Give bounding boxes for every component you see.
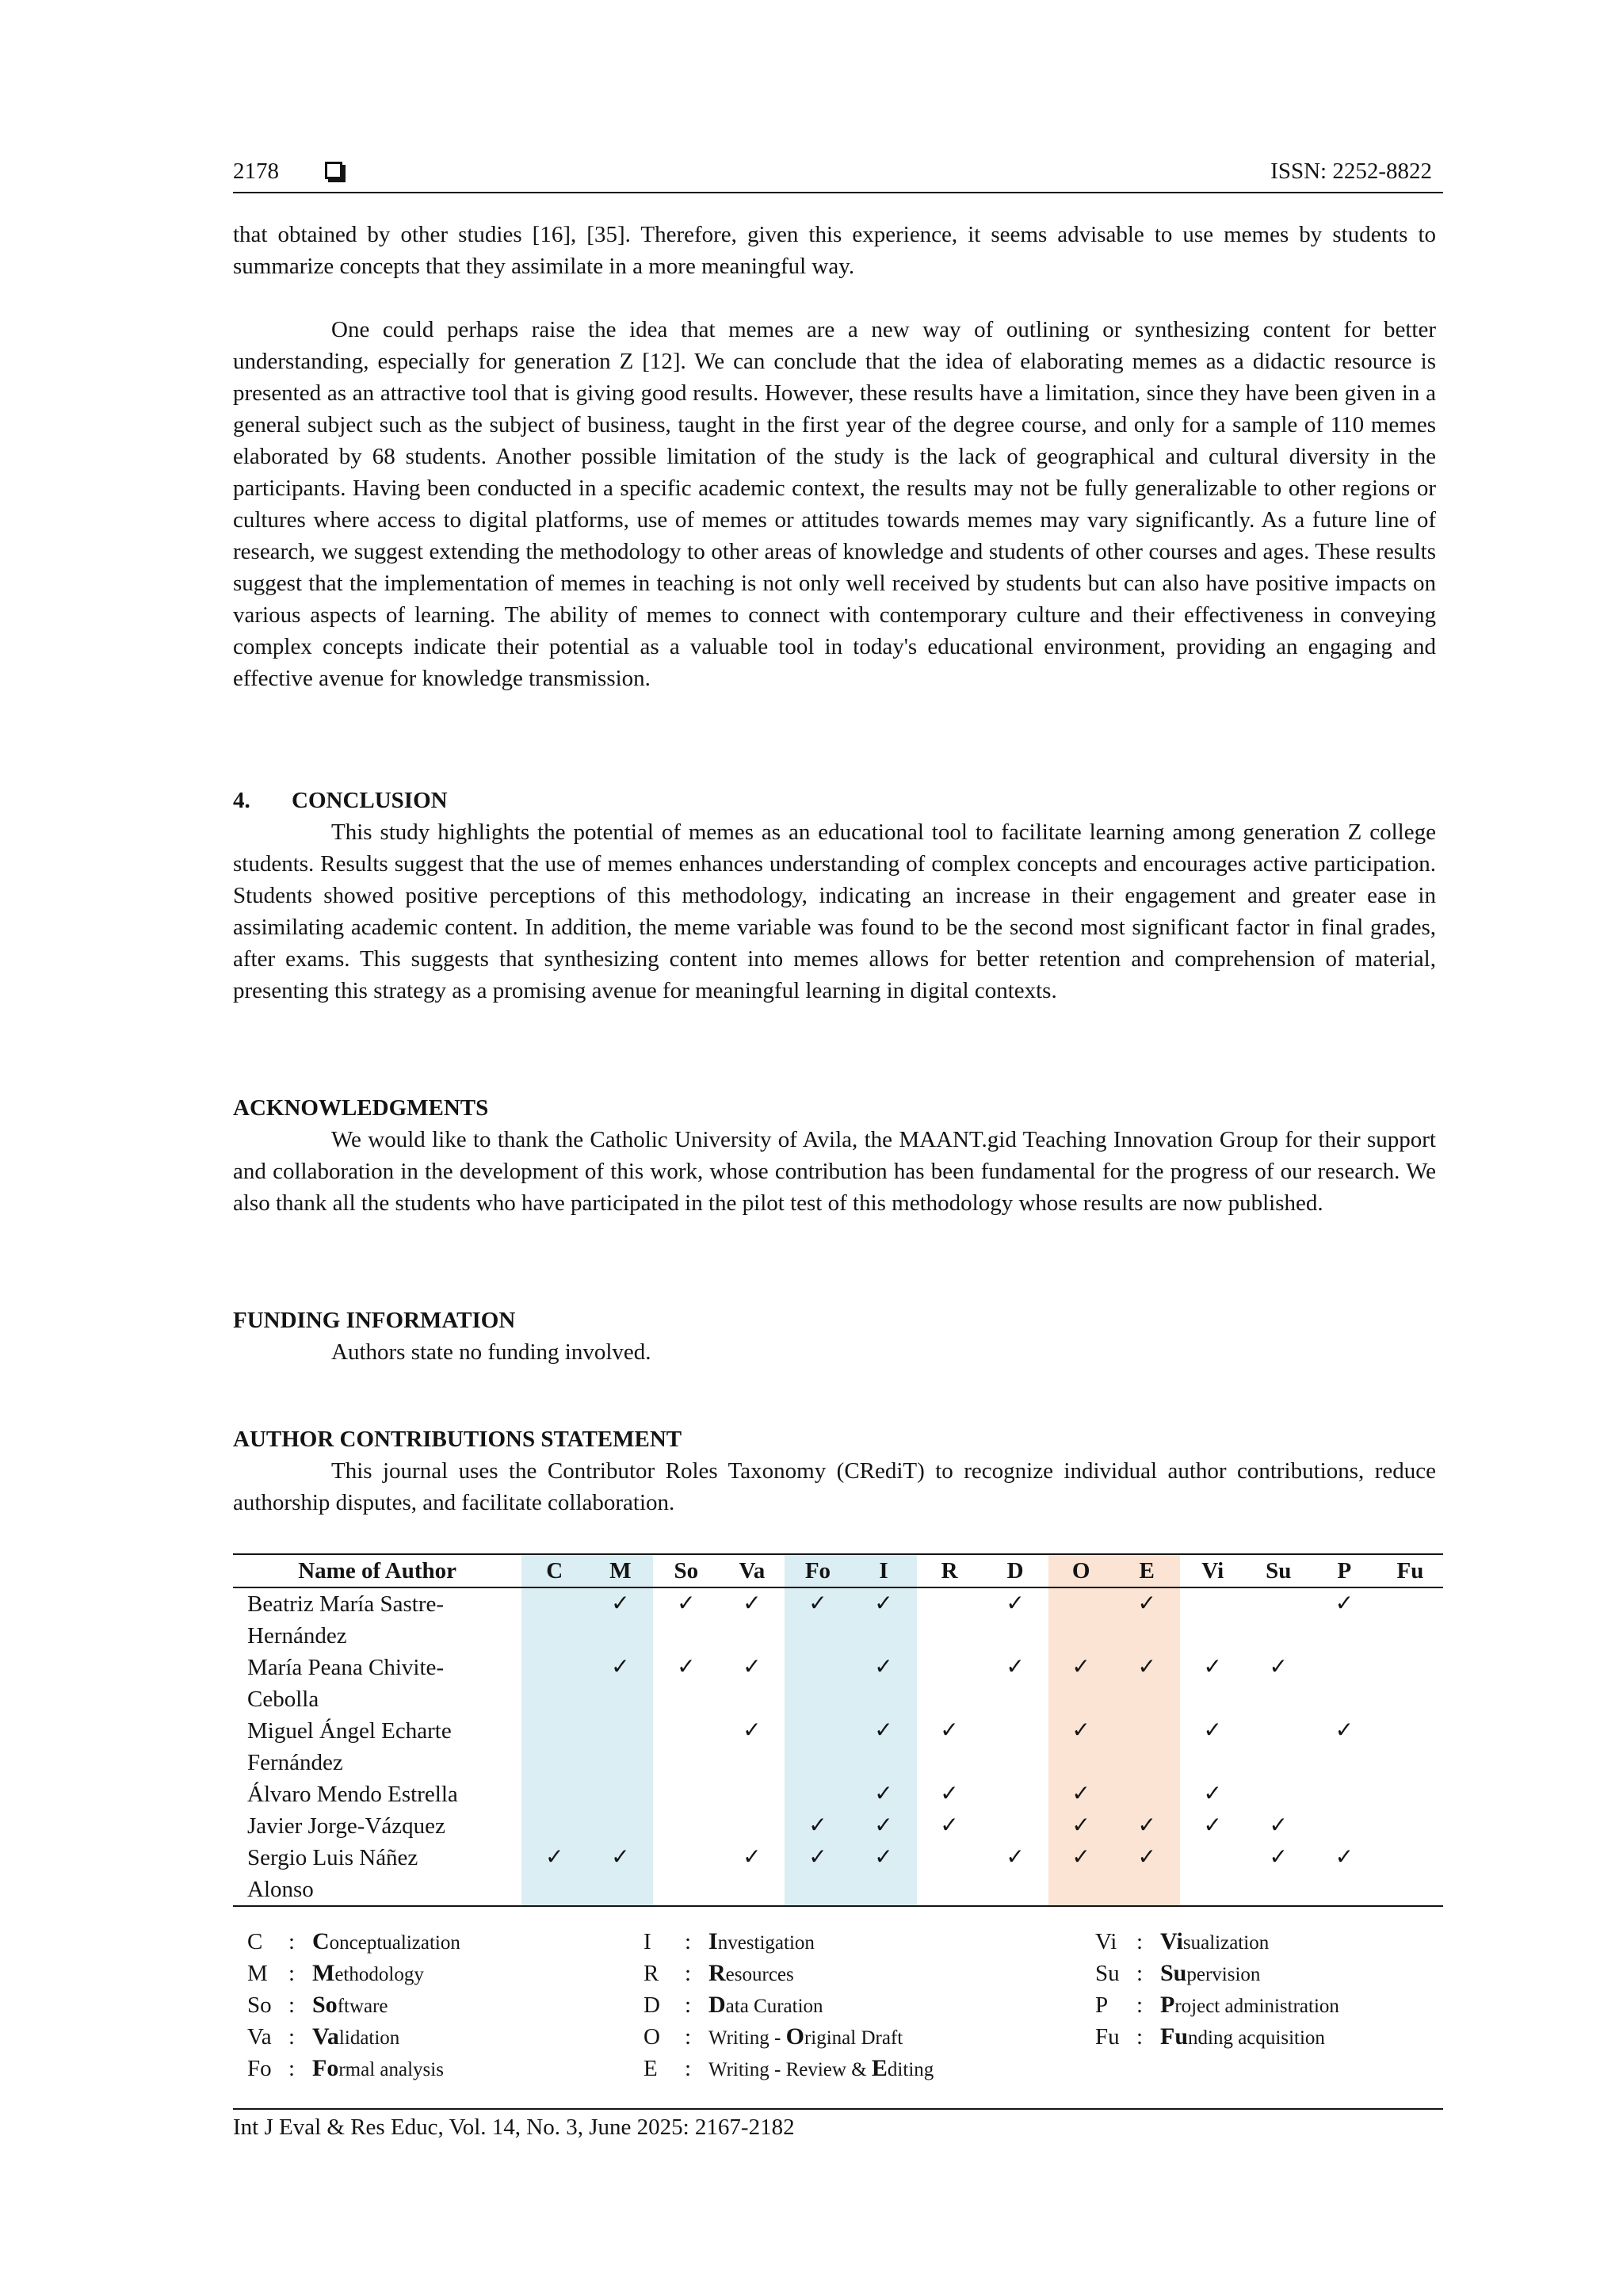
check-icon: ✓ [1335, 1845, 1354, 1870]
legend-colon: : [1136, 1929, 1144, 1954]
role-cell-i [850, 1715, 916, 1778]
check-icon: ✓ [940, 1813, 959, 1838]
role-cell-vi [1180, 1715, 1246, 1778]
role-cell-o [1048, 1715, 1114, 1778]
legend-colon: : [288, 2024, 296, 2050]
author-name-line: Javier Jorge-Vázquez [247, 1813, 445, 1839]
author-row [233, 1715, 1443, 1778]
author-row [233, 1587, 1443, 1652]
role-header-p: P [1312, 1554, 1377, 1587]
legend-abbr: I [643, 1929, 651, 1954]
legend-term: Formal analysis [312, 2055, 444, 2081]
role-cell-d [983, 1778, 1048, 1810]
funding-paragraph: Authors state no funding involved. [331, 1339, 651, 1365]
author-row [233, 1810, 1443, 1842]
role-cell-m [587, 1810, 653, 1842]
legend-item [643, 2053, 934, 2084]
role-cell-r [917, 1778, 983, 1810]
body-paragraph-2: One could perhaps raise the idea that memes are a new way of outlining or synthesizing content for better understanding, especially for generation Z [12]. We can conclude that the idea of elaborating memes as a didactic resource is presented as an attractive tool that is giving good results. However, these results have a limitation, since they have been given in a general subject such as the subject of business, taught in the first year of the degree course, and only for a sample of 110 memes elaborated by 68 students. Another possible limitation of the study is the lack of geographical and cultural diversity in the participants. Having been conducted in a specific academic context, the results may not be fully generalizable to other regions or cultures where access to digital platforms, use of memes or attitudes towards memes may vary significantly. As a future line of research, we suggest extending the methodology to other areas of knowledge and students of other courses and ages. These results suggest that the implementation of memes in teaching is not only well received by students but can also have positive impacts on various aspects of learning. The ability of memes to connect with contemporary culture and their effectiveness in conveying complex concepts indicate their potential as a valuable tool in today's educational environment, providing an engaging and effective avenue for knowledge transmission. [233, 317, 1436, 691]
role-cell-p [1312, 1587, 1377, 1652]
role-cell-c [521, 1652, 587, 1715]
role-cell-m [587, 1715, 653, 1778]
check-icon: ✓ [874, 1813, 893, 1838]
check-icon: ✓ [1071, 1813, 1090, 1838]
legend-abbr: R [643, 1961, 659, 1986]
legend-term: Conceptualization [312, 1928, 460, 1954]
author-name [233, 1652, 521, 1715]
role-cell-so [653, 1842, 719, 1906]
author-name [233, 1842, 521, 1906]
funding-heading: FUNDING INFORMATION [233, 1308, 516, 1333]
role-cell-fo [785, 1778, 850, 1810]
section-title: CONCLUSION [292, 788, 448, 813]
issn: ISSN: 2252-8822 [1270, 159, 1432, 184]
role-cell-e [1114, 1778, 1180, 1810]
legend-term: Writing - Review & Editing [708, 2055, 934, 2081]
role-header-i: I [850, 1554, 916, 1587]
legend-abbr: C [247, 1929, 263, 1954]
role-header-d: D [983, 1554, 1048, 1587]
role-cell-fu [1377, 1810, 1443, 1842]
check-icon: ✓ [1137, 1813, 1156, 1838]
check-icon: ✓ [1269, 1655, 1288, 1679]
role-cell-p [1312, 1652, 1377, 1715]
legend-item [247, 1926, 460, 1958]
check-icon: ✓ [545, 1845, 564, 1870]
role-cell-su [1246, 1652, 1312, 1715]
role-cell-e [1114, 1587, 1180, 1652]
check-icon: ✓ [808, 1591, 827, 1616]
role-cell-m [587, 1842, 653, 1906]
legend-item [247, 2053, 460, 2084]
acknowledgments-heading: ACKNOWLEDGMENTS [233, 1095, 489, 1121]
legend-abbr: D [643, 1992, 660, 2018]
role-cell-so [653, 1652, 719, 1715]
section-number: 4. [233, 788, 250, 813]
role-header-fo: Fo [785, 1554, 850, 1587]
role-cell-m [587, 1652, 653, 1715]
legend-colon: : [685, 1961, 692, 1986]
check-icon: ✓ [611, 1845, 630, 1870]
contributions-paragraph: This journal uses the Contributor Roles Taxonomy (CRediT) to recognize individual author contributions, reduce authorship disputes, and facilitate collaboration. [233, 1458, 1436, 1515]
role-cell-m [587, 1778, 653, 1810]
author-name [233, 1778, 521, 1810]
legend-term: Visualization [1160, 1928, 1270, 1954]
role-cell-fo [785, 1810, 850, 1842]
check-icon: ✓ [1203, 1813, 1222, 1838]
legend-abbr: P [1095, 1992, 1109, 2018]
legend-item [1095, 1989, 1339, 2021]
role-cell-va [719, 1842, 785, 1906]
legend-column [643, 1926, 934, 2084]
check-icon: ✓ [1335, 1591, 1354, 1616]
author-name-line: Hernández [247, 1623, 347, 1648]
check-icon: ✓ [743, 1718, 762, 1743]
check-icon: ✓ [808, 1813, 827, 1838]
role-cell-fu [1377, 1652, 1443, 1715]
role-cell-r [917, 1587, 983, 1652]
role-cell-i [850, 1842, 916, 1906]
legend-colon: : [1136, 2024, 1144, 2050]
check-icon: ✓ [1006, 1591, 1025, 1616]
role-cell-r [917, 1810, 983, 1842]
author-name-line: María Peana Chivite- [247, 1655, 445, 1680]
legend-abbr: Vi [1095, 1929, 1117, 1954]
check-icon: ✓ [677, 1655, 696, 1679]
role-cell-c [521, 1842, 587, 1906]
legend-abbr: Va [247, 2024, 272, 2050]
role-cell-fu [1377, 1842, 1443, 1906]
role-cell-so [653, 1587, 719, 1652]
legend-term: Investigation [708, 1928, 815, 1954]
role-header-su: Su [1246, 1554, 1312, 1587]
check-icon: ✓ [874, 1845, 893, 1870]
role-cell-va [719, 1715, 785, 1778]
check-icon: ✓ [611, 1655, 630, 1679]
role-cell-su [1246, 1842, 1312, 1906]
author-name [233, 1715, 521, 1778]
role-cell-fo [785, 1842, 850, 1906]
role-cell-so [653, 1810, 719, 1842]
author-row [233, 1778, 1443, 1810]
legend-abbr: Fu [1095, 2024, 1120, 2050]
role-cell-vi [1180, 1587, 1246, 1652]
legend-term: Software [312, 1992, 388, 2018]
check-icon: ✓ [874, 1655, 893, 1679]
role-header-e: E [1114, 1554, 1180, 1587]
check-icon: ✓ [1203, 1655, 1222, 1679]
check-icon: ✓ [1071, 1845, 1090, 1870]
check-icon: ✓ [940, 1718, 959, 1743]
role-cell-e [1114, 1810, 1180, 1842]
author-name-line: Miguel Ángel Echarte [247, 1718, 452, 1744]
role-cell-fu [1377, 1778, 1443, 1810]
role-cell-r [917, 1652, 983, 1715]
role-cell-e [1114, 1715, 1180, 1778]
role-header-r: R [917, 1554, 983, 1587]
check-icon: ✓ [1137, 1845, 1156, 1870]
role-cell-p [1312, 1810, 1377, 1842]
legend-colon: : [288, 2056, 296, 2081]
role-cell-m [587, 1587, 653, 1652]
role-header-fu: Fu [1377, 1554, 1443, 1587]
role-cell-r [917, 1715, 983, 1778]
check-icon: ✓ [874, 1718, 893, 1743]
legend-colon: : [1136, 1961, 1144, 1986]
check-icon: ✓ [1203, 1782, 1222, 1806]
legend-term: Data Curation [708, 1992, 823, 2018]
check-icon: ✓ [743, 1655, 762, 1679]
role-header-c: C [521, 1554, 587, 1587]
running-header [233, 154, 1443, 187]
check-icon: ✓ [743, 1845, 762, 1870]
role-cell-i [850, 1810, 916, 1842]
legend-item [247, 2021, 460, 2053]
role-header-o: O [1048, 1554, 1114, 1587]
role-cell-d [983, 1810, 1048, 1842]
legend-item [1095, 1926, 1339, 1958]
legend-term: Supervision [1160, 1960, 1261, 1986]
conclusion-heading [233, 785, 448, 816]
author-row [233, 1842, 1443, 1906]
legend-abbr: Fo [247, 2056, 272, 2081]
credit-table-body [233, 1587, 1443, 1906]
role-cell-fo [785, 1652, 850, 1715]
legend-column [1095, 1926, 1339, 2053]
role-cell-d [983, 1842, 1048, 1906]
role-cell-vi [1180, 1810, 1246, 1842]
role-header-vi: Vi [1180, 1554, 1246, 1587]
role-cell-fu [1377, 1715, 1443, 1778]
legend-item [643, 1926, 934, 1958]
name-of-author-header: Name of Author [233, 1554, 521, 1587]
author-name-line: Fernández [247, 1750, 343, 1775]
role-cell-so [653, 1715, 719, 1778]
role-cell-d [983, 1715, 1048, 1778]
legend-colon: : [1136, 1992, 1144, 2018]
check-icon: ✓ [874, 1591, 893, 1616]
header-rule [233, 192, 1443, 193]
footer-rule [233, 2108, 1443, 2110]
role-cell-fu [1377, 1587, 1443, 1652]
legend-abbr: E [643, 2056, 658, 2081]
check-icon: ✓ [611, 1591, 630, 1616]
role-cell-o [1048, 1810, 1114, 1842]
role-cell-p [1312, 1715, 1377, 1778]
legend-colon: : [685, 1992, 692, 2018]
role-cell-i [850, 1587, 916, 1652]
check-icon: ✓ [874, 1782, 893, 1806]
legend-term: Validation [312, 2023, 400, 2050]
author-row [233, 1652, 1443, 1715]
legend-term: Resources [708, 1960, 794, 1986]
check-icon: ✓ [1203, 1718, 1222, 1743]
role-cell-su [1246, 1778, 1312, 1810]
role-cell-su [1246, 1587, 1312, 1652]
role-header-so: So [653, 1554, 719, 1587]
legend-item [1095, 1958, 1339, 1989]
contributions-heading: AUTHOR CONTRIBUTIONS STATEMENT [233, 1427, 682, 1452]
check-icon: ✓ [1335, 1718, 1354, 1743]
legend-term: Funding acquisition [1160, 2023, 1325, 2050]
credit-header-row [233, 1554, 1443, 1587]
role-cell-fo [785, 1715, 850, 1778]
legend-abbr: Su [1095, 1961, 1120, 1986]
role-cell-p [1312, 1842, 1377, 1906]
role-cell-i [850, 1778, 916, 1810]
role-header-va: Va [719, 1554, 785, 1587]
role-cell-c [521, 1810, 587, 1842]
role-cell-o [1048, 1652, 1114, 1715]
role-cell-vi [1180, 1842, 1246, 1906]
check-icon: ✓ [1269, 1845, 1288, 1870]
check-icon: ✓ [743, 1591, 762, 1616]
legend-abbr: O [643, 2024, 660, 2050]
author-name-line: Sergio Luis Náñez [247, 1845, 418, 1870]
legend-abbr: M [247, 1961, 268, 1986]
legend-column [247, 1926, 460, 2084]
role-cell-va [719, 1778, 785, 1810]
legend-item [247, 1958, 460, 1989]
role-cell-c [521, 1715, 587, 1778]
legend-colon: : [685, 1929, 692, 1954]
author-name-line: Beatriz María Sastre- [247, 1591, 445, 1617]
role-cell-d [983, 1652, 1048, 1715]
role-cell-va [719, 1652, 785, 1715]
legend-colon: : [288, 1929, 296, 1954]
check-icon: ✓ [1006, 1845, 1025, 1870]
legend-term: Project administration [1160, 1992, 1339, 2018]
legend-abbr: So [247, 1992, 272, 2018]
role-cell-va [719, 1810, 785, 1842]
check-icon: ✓ [1071, 1655, 1090, 1679]
role-cell-c [521, 1587, 587, 1652]
role-cell-e [1114, 1652, 1180, 1715]
role-cell-o [1048, 1778, 1114, 1810]
role-cell-d [983, 1587, 1048, 1652]
check-icon: ✓ [940, 1782, 959, 1806]
square-bullet-icon [325, 162, 342, 179]
check-icon: ✓ [677, 1591, 696, 1616]
author-name [233, 1587, 521, 1652]
acknowledgments-paragraph: We would like to thank the Catholic University of Avila, the MAANT.gid Teaching Innovation Group for their support and collaboration in the development of this work, whose contribution has been fundamental for the progress of our research. We also thank all the students who have participated in the pilot test of this methodology whose results are now published. [233, 1127, 1436, 1216]
page-number: 2178 [233, 159, 279, 184]
author-name-line: Cebolla [247, 1687, 319, 1712]
legend-colon: : [685, 2024, 692, 2050]
role-cell-vi [1180, 1652, 1246, 1715]
legend-item [643, 1989, 934, 2021]
legend-item [247, 1989, 460, 2021]
author-name-line: Álvaro Mendo Estrella [247, 1782, 458, 1807]
check-icon: ✓ [1137, 1591, 1156, 1616]
role-cell-o [1048, 1842, 1114, 1906]
check-icon: ✓ [1137, 1655, 1156, 1679]
role-cell-su [1246, 1715, 1312, 1778]
role-cell-o [1048, 1587, 1114, 1652]
legend-colon: : [288, 1992, 296, 2018]
credit-table [233, 1553, 1443, 1907]
check-icon: ✓ [1006, 1655, 1025, 1679]
role-cell-c [521, 1778, 587, 1810]
role-cell-r [917, 1842, 983, 1906]
author-name-line: Alonso [247, 1877, 314, 1902]
role-cell-va [719, 1587, 785, 1652]
role-cell-i [850, 1652, 916, 1715]
legend-colon: : [288, 1961, 296, 1986]
role-cell-p [1312, 1778, 1377, 1810]
legend-item [643, 2021, 934, 2053]
conclusion-paragraph: This study highlights the potential of memes as an educational tool to facilitate learning among generation Z college students. Results suggest that the use of memes enhances understanding of complex concepts and encourages active participation. Students showed positive perceptions of this methodology, indicating an increase in their engagement and greater ease in assimilating academic content. In addition, the meme variable was found to be the second most significant factor in final grades, after exams. This suggests that synthesizing content into memes allows for better retention and comprehension of material, presenting this strategy as a promising avenue for meaningful learning in digital contexts. [233, 819, 1436, 1003]
check-icon: ✓ [1071, 1718, 1090, 1743]
legend-term: Writing - Original Draft [708, 2023, 903, 2050]
role-cell-so [653, 1778, 719, 1810]
role-cell-su [1246, 1810, 1312, 1842]
body-paragraph-1: that obtained by other studies [16], [35]. Therefore, given this experience, it seems advisable to use memes by students to summarize concepts that they assimilate in a more meaningful way. [233, 222, 1436, 279]
role-cell-vi [1180, 1778, 1246, 1810]
legend-term: Methodology [312, 1960, 424, 1986]
legend-item [1095, 2021, 1339, 2053]
author-name [233, 1810, 521, 1842]
legend-colon: : [685, 2056, 692, 2081]
check-icon: ✓ [808, 1845, 827, 1870]
journal-citation: Int J Eval & Res Educ, Vol. 14, No. 3, June 2025: 2167-2182 [233, 2115, 795, 2140]
role-cell-e [1114, 1842, 1180, 1906]
role-header-m: M [587, 1554, 653, 1587]
legend-item [643, 1958, 934, 1989]
check-icon: ✓ [1269, 1813, 1288, 1838]
role-cell-fo [785, 1587, 850, 1652]
check-icon: ✓ [1071, 1782, 1090, 1806]
